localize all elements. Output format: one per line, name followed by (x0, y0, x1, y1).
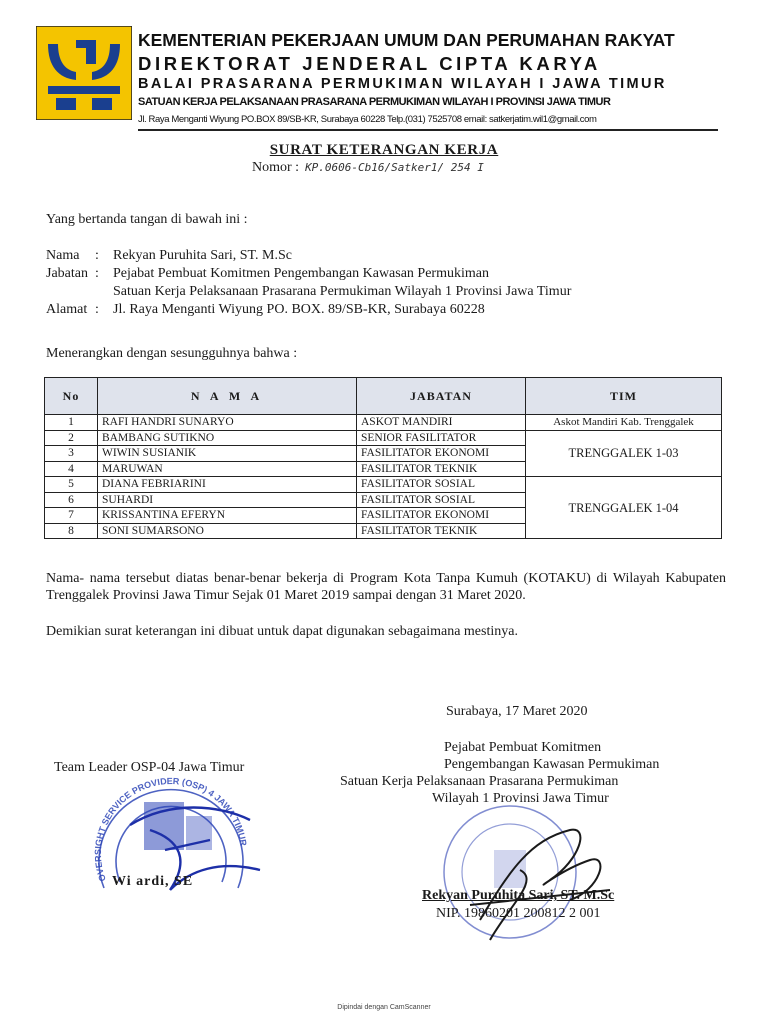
row-team: Askot Mandiri Kab. Trenggalek (526, 415, 722, 431)
header-no: No (45, 378, 98, 415)
row-no: 4 (45, 461, 98, 477)
row-name: SUHARDI (98, 492, 357, 508)
row-no: 7 (45, 508, 98, 524)
row-name: KRISSANTINA EFERYN (98, 508, 357, 524)
team-leader-role: Team Leader OSP-04 Jawa Timur (54, 760, 245, 775)
intro-text: Yang bertanda tangan di bawah ini : (46, 212, 248, 227)
row-name: SONI SUMARSONO (98, 523, 357, 539)
signature-right (450, 810, 630, 950)
row-name: WIWIN SUSIANIK (98, 446, 357, 462)
letterhead-unit: SATUAN KERJA PELAKSANAAN PRASARANA PERMUKIMAN WILAYAH I PROVINSI JAWA TIMUR (138, 96, 611, 108)
row-no: 1 (45, 415, 98, 431)
declaration-text: Menerangkan dengan sesungguhnya bahwa : (46, 346, 298, 361)
signer-position-line2: Satuan Kerja Pelaksanaan Prasarana Permukiman Wilayah 1 Provinsi Jawa Timur (113, 284, 572, 299)
row-no: 8 (45, 523, 98, 539)
scanner-footer: Dipindai dengan CamScanner (337, 1004, 431, 1011)
signer-position-line1: Pejabat Pembuat Komitmen Pengembangan Kawasan Permukiman (113, 266, 489, 281)
signer-address-sep: : (95, 302, 99, 317)
row-name: BAMBANG SUTIKNO (98, 430, 357, 446)
document-number-value: KP.0606-Cb16/Satker1/ 254 I (305, 161, 484, 174)
signer-name-sep: : (95, 248, 99, 263)
signer-address-label: Alamat (46, 302, 88, 317)
signer-nip: NIP. 19860201 200812 2 001 (436, 906, 601, 921)
row-name: RAFI HANDRI SUNARYO (98, 415, 357, 431)
header-name: N A M A (98, 378, 357, 415)
signer-title-line4: Wilayah 1 Provinsi Jawa Timur (432, 791, 609, 806)
signer-title-line3: Satuan Kerja Pelaksanaan Prasarana Permukiman (340, 774, 619, 789)
row-position: FASILITATOR SOSIAL (357, 477, 526, 493)
letterhead-directorate: DIREKTORAT JENDERAL CIPTA KARYA (138, 53, 601, 74)
row-position: FASILITATOR SOSIAL (357, 492, 526, 508)
signer-title-line1: Pejabat Pembuat Komitmen (444, 740, 602, 755)
row-no: 3 (45, 446, 98, 462)
closing-statement: Demikian surat keterangan ini dibuat untuk dapat digunakan sebagaimana mestinya. (46, 624, 518, 639)
signer-position-label: Jabatan (46, 266, 88, 281)
row-position: FASILITATOR TEKNIK (357, 461, 526, 477)
staff-table (44, 377, 722, 539)
row-position: FASILITATOR TEKNIK (357, 523, 526, 539)
document-number (252, 160, 484, 176)
signature-left (110, 780, 270, 910)
row-position: ASKOT MANDIRI (357, 415, 526, 431)
signer-title-line2: Pengembangan Kawasan Permukiman (444, 757, 660, 772)
table-row (45, 477, 722, 493)
signer-address-value: Jl. Raya Menganti Wiyung PO. BOX. 89/SB-KR, Surabaya 60228 (113, 302, 485, 317)
signer-name-value: Rekyan Puruhita Sari, ST. M.Sc (113, 248, 293, 263)
signer-name: Rekyan Puruhita Sari, ST. M.Sc (422, 888, 615, 903)
row-no: 5 (45, 477, 98, 493)
signer-name-label: Nama (46, 248, 80, 263)
row-no: 6 (45, 492, 98, 508)
team-leader-name: Wi ardi, SE (112, 874, 194, 889)
osp-stamp-text: OVERSIGHT SERVICE PROVIDER (OSP) 4 JAWA TIMUR (92, 775, 249, 883)
table-row (45, 415, 722, 431)
pupr-logo (36, 26, 132, 120)
table-row (45, 430, 722, 446)
row-position: FASILITATOR EKONOMI (357, 446, 526, 462)
letterhead-ministry: KEMENTERIAN PEKERJAAN UMUM DAN PERUMAHAN RAKYAT (138, 30, 675, 50)
header-team: TIM (526, 378, 722, 415)
row-team: TRENGGALEK 1-03 (526, 430, 722, 477)
header-position: JABATAN (357, 378, 526, 415)
row-position: SENIOR FASILITATOR (357, 430, 526, 446)
letterhead-rule (138, 129, 718, 131)
row-position: FASILITATOR EKONOMI (357, 508, 526, 524)
signature-date: Surabaya, 17 Maret 2020 (446, 704, 588, 719)
document-title: SURAT KETERANGAN KERJA (269, 142, 499, 158)
signer-position-sep: : (95, 266, 99, 281)
document-number-label: Nomor : (252, 160, 300, 175)
closing-paragraph: Nama- nama tersebut diatas benar-benar bekerja di Program Kota Tanpa Kumuh (KOTAKU) di Wilayah Kabupaten Trenggalek Provinsi Jawa Timur Sejak 01 Maret 2019 sampai dengan 31 Maret 2020. (46, 571, 726, 603)
row-name: MARUWAN (98, 461, 357, 477)
row-no: 2 (45, 430, 98, 446)
row-team: TRENGGALEK 1-04 (526, 477, 722, 539)
letterhead-address: Jl. Raya Menganti Wiyung PO.BOX 89/SB-KR, Surabaya 60228 Telp.(031) 7525708 email: satkerjatim.wil1@gmail.com (138, 114, 597, 125)
table-header-row (45, 378, 722, 415)
row-name: DIANA FEBRIARINI (98, 477, 357, 493)
letterhead-office: BALAI PRASARANA PERMUKIMAN WILAYAH I JAWA TIMUR (138, 76, 667, 92)
